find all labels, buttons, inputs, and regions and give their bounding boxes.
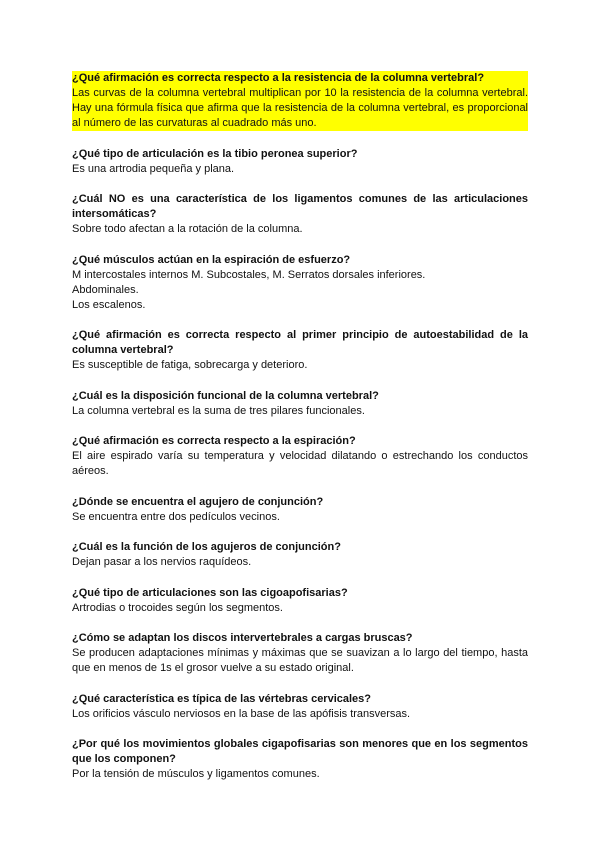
- answer-text: Es una artrodia pequeña y plana.: [72, 162, 235, 175]
- qa-block: [72, 540, 528, 570]
- question-text: ¿Dónde se encuentra el agujero de conjunción?: [72, 495, 324, 508]
- document-page: [72, 71, 528, 798]
- qa-block: [72, 71, 528, 131]
- answer-text: Los escalenos.: [72, 298, 146, 311]
- question-text: ¿Qué tipo de articulación es la tibio peronea superior?: [72, 147, 358, 160]
- answer-text: Es susceptible de fatiga, sobrecarga y deterioro.: [72, 359, 308, 371]
- answer-text: Se producen adaptaciones mínimas y máximas que se suavizan a lo largo del tiempo, hasta que en menos de 1s el grosor vuelve a su estado original.: [72, 647, 528, 674]
- qa-block: [72, 692, 528, 722]
- qa-block: [72, 737, 528, 782]
- answer-text: Dejan pasar a los nervios raquídeos.: [72, 556, 252, 568]
- question-text: ¿Cuál NO es una característica de los ligamentos comunes de las articulaciones intersomáticas?: [72, 193, 528, 220]
- qa-block: [72, 434, 528, 479]
- qa-block: [72, 192, 528, 237]
- question-text: ¿Qué afirmación es correcta respecto a la espiración?: [72, 435, 356, 447]
- qa-block: [72, 495, 528, 525]
- question-text: ¿Qué músculos actúan en la espiración de esfuerzo?: [72, 253, 351, 266]
- answer-text: Abdominales.: [72, 283, 139, 296]
- qa-block: [72, 147, 528, 177]
- question-text: ¿Cuál es la disposición funcional de la columna vertebral?: [72, 389, 379, 402]
- question-text: ¿Cómo se adaptan los discos intervertebrales a cargas bruscas?: [72, 632, 413, 644]
- question-text: ¿Cuál es la función de los agujeros de conjunción?: [72, 541, 341, 553]
- answer-text: La columna vertebral es la suma de tres pilares funcionales.: [72, 404, 365, 417]
- qa-block: [72, 389, 528, 419]
- answer-text: Las curvas de la columna vertebral multiplican por 10 la resistencia de la columna vertebral. Hay una fórmula física que afirma que la resistencia de la columna vertebral, es proporcional al número de las curvaturas al cuadrado más uno.: [72, 87, 528, 129]
- answer-text: Por la tensión de músculos y ligamentos comunes.: [72, 768, 320, 780]
- qa-block: [72, 631, 528, 676]
- question-text: ¿Qué afirmación es correcta respecto a la resistencia de la columna vertebral?: [72, 71, 528, 86]
- answer-text: El aire espirado varía su temperatura y velocidad dilatando o estrechando los conductos aéreos.: [72, 450, 528, 477]
- answer-text: M intercostales internos M. Subcostales, M. Serratos dorsales inferiores.: [72, 268, 426, 281]
- question-text: ¿Qué afirmación es correcta respecto al primer principio de autoestabilidad de la columna vertebral?: [72, 329, 528, 356]
- question-text: ¿Por qué los movimientos globales cigapofisarias son menores que en los segmentos que los componen?: [72, 738, 528, 765]
- answer-text: Los orificios vásculo nerviosos en la base de las apófisis transversas.: [72, 707, 411, 720]
- qa-block: [72, 328, 528, 373]
- answer-text: Artrodias o trocoides según los segmentos.: [72, 601, 283, 614]
- qa-block: [72, 586, 528, 616]
- qa-block: [72, 253, 528, 313]
- question-text: ¿Qué característica es típica de las vértebras cervicales?: [72, 692, 372, 705]
- question-text: ¿Qué tipo de articulaciones son las cigoapofisarias?: [72, 586, 348, 599]
- answer-text: Se encuentra entre dos pedículos vecinos.: [72, 510, 280, 523]
- answer-text: Sobre todo afectan a la rotación de la columna.: [72, 223, 303, 235]
